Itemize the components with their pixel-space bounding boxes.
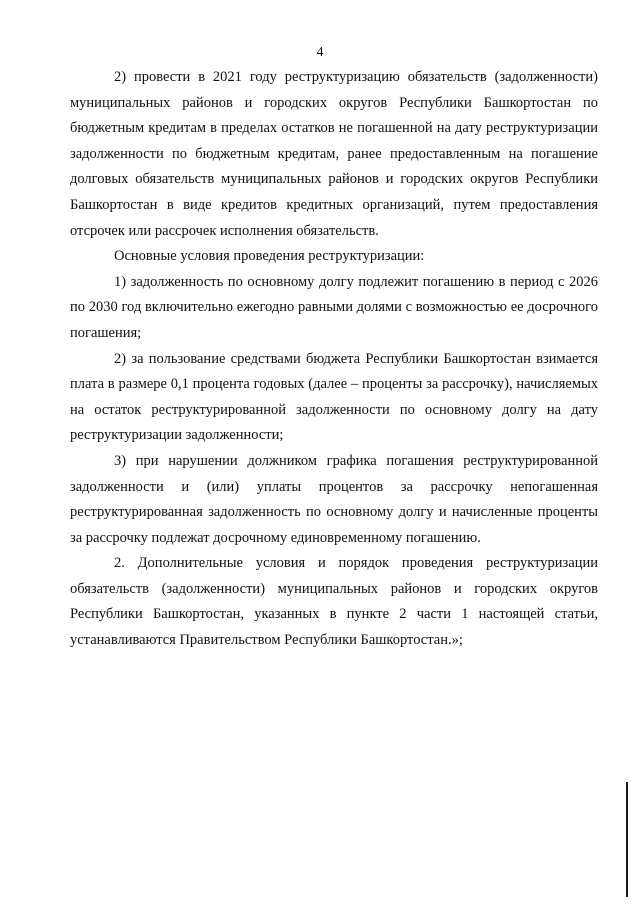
paragraph-condition-2: 2) за пользование средствами бюджета Республики Башкортостан взимается плата в размере 0,1 процента годовых (далее – проценты за рассрочку), начисляемых на остаток реструктурированной задолженности по основному долгу на дату реструктуризации задолженности; (70, 350, 598, 444)
document-body (70, 65, 598, 654)
paragraph-condition-1: 1) задолженность по основному долгу подлежит погашению в период с 2026 по 2030 год включительно ежегодно равными долями с возможностью ее досрочного погашения; (70, 273, 598, 341)
paragraph-item-2: 2) провести в 2021 году реструктуризацию обязательств (задолженности) муниципальных районов и городских округов Республики Башкортостан по бюджетным кредитам в пределах остатков не погашенной на дату реструктуризации задолженности по бюджетным кредитам, ранее предоставленным на погашение долговых обязательств муниципальных районов и городских округов Республики Башкортостан в виде кредитов кредитных организаций, путем предоставления отсрочек или рассрочек исполнения обязательств. (70, 69, 598, 239)
paragraph-conditions-heading: Основные условия проведения реструктуризации: (114, 248, 425, 265)
page-number: 4 (316, 45, 324, 60)
scan-edge-line (626, 782, 628, 897)
paragraph-condition-3: 3) при нарушении должником графика погашения реструктурированной задолженности и (или) уплаты процентов за рассрочку непогашенная реструктурированная задолженность по основному долгу и начисленные проценты за рассрочку подлежат досрочному единовременному погашению. (70, 452, 598, 546)
paragraph-section-2: 2. Дополнительные условия и порядок проведения реструктуризации обязательств (задолженности) муниципальных районов и городских округов Республики Башкортостан, указанных в пункте 2 части 1 настоящей статьи, устанавливаются Правительством Республики Башкортостан.»; (70, 555, 598, 649)
